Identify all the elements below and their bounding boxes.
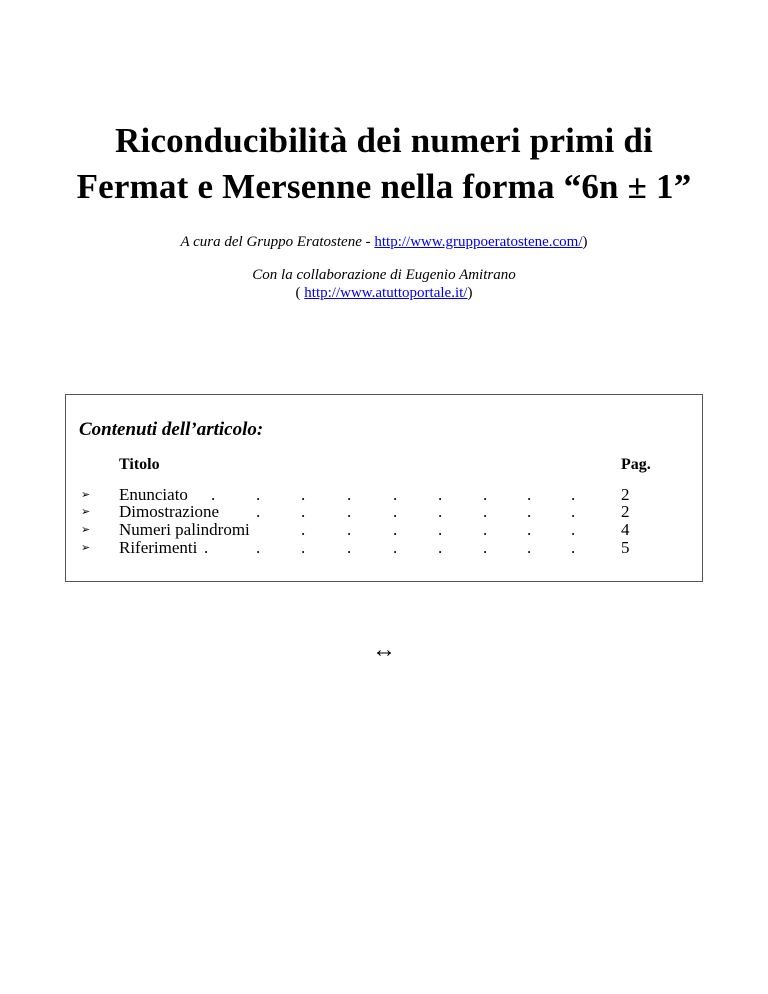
leader-dot: . <box>301 538 306 557</box>
curated-by-text: A cura del Gruppo Eratostene - <box>180 234 375 250</box>
leader-dot: . <box>393 502 398 521</box>
leader-dot: . <box>483 538 488 557</box>
curated-by-suffix: ) <box>582 234 588 250</box>
arrowhead-bullet-icon: ➢ <box>81 542 91 554</box>
toc-heading: Contenuti dell’articolo: <box>79 419 264 440</box>
title-line-1: Riconducibilità dei numeri primi di <box>115 121 653 160</box>
leader-dot: . <box>483 485 488 504</box>
leader-dot: . <box>438 485 443 504</box>
collaboration-text: Con la collaborazione di Eugenio Amitrano <box>252 267 516 283</box>
leader-dot: . <box>347 538 352 557</box>
arrowhead-bullet-icon: ➢ <box>81 524 91 536</box>
leader-dot: . <box>527 502 532 521</box>
leader-dot: . <box>438 538 443 557</box>
leader-dot: . <box>256 485 261 504</box>
document-title <box>0 118 768 210</box>
leader-dot: . <box>301 520 306 539</box>
atuttoportale-link[interactable]: http://www.atuttoportale.it/ <box>304 285 468 301</box>
leader-dot: . <box>527 520 532 539</box>
toc-item-label: Dimostrazione <box>119 502 220 521</box>
leader-dot: . <box>256 502 261 521</box>
collab-open-paren: ( <box>295 285 305 301</box>
toc-item-page: 2 <box>621 502 630 521</box>
leader-dot: . <box>483 502 488 521</box>
collab-close-paren: ) <box>467 285 473 301</box>
toc-column-page: Pag. <box>621 456 651 473</box>
title-line-2: Fermat e Mersenne nella forma “6n ± 1” <box>76 167 692 206</box>
left-right-arrow-icon: ↔ <box>372 637 396 663</box>
collaboration-line <box>0 266 768 284</box>
toc-item-page: 4 <box>621 520 630 539</box>
toc-column-title: Titolo <box>119 456 160 473</box>
leader-dot: . <box>211 485 216 504</box>
leader-dot: . <box>347 485 352 504</box>
curated-by-line <box>0 233 768 251</box>
leader-dot: . <box>527 538 532 557</box>
leader-dot: . <box>438 502 443 521</box>
toc-item-label: Riferimenti <box>119 538 198 557</box>
leader-dot: . <box>571 502 576 521</box>
arrowhead-bullet-icon: ➢ <box>81 506 91 518</box>
leader-dot: . <box>301 502 306 521</box>
arrowhead-bullet-icon: ➢ <box>81 489 91 501</box>
toc-item-page: 5 <box>621 538 630 557</box>
toc-item-label: Enunciato <box>119 485 188 504</box>
toc-item-page: 2 <box>621 485 630 504</box>
leader-dot: . <box>483 520 488 539</box>
leader-dot: . <box>347 502 352 521</box>
gruppo-eratostene-link[interactable]: http://www.gruppoeratostene.com/ <box>374 234 583 250</box>
table-of-contents <box>65 394 703 582</box>
leader-dot: . <box>256 538 261 557</box>
toc-item[interactable] <box>66 503 702 521</box>
leader-dot: . <box>438 520 443 539</box>
toc-item[interactable] <box>66 521 702 539</box>
leader-dot: . <box>571 520 576 539</box>
toc-item-label: Numeri palindromi <box>119 520 250 539</box>
leader-dot: . <box>347 520 352 539</box>
leader-dot: . <box>301 485 306 504</box>
leader-dot: . <box>571 485 576 504</box>
leader-dot: . <box>393 538 398 557</box>
toc-item[interactable] <box>66 539 702 557</box>
leader-dot: . <box>393 520 398 539</box>
leader-dot: . <box>527 485 532 504</box>
leader-dot: . <box>393 485 398 504</box>
leader-dot: . <box>571 538 576 557</box>
collaboration-link-line <box>0 284 768 302</box>
leader-dot: . <box>204 538 209 557</box>
